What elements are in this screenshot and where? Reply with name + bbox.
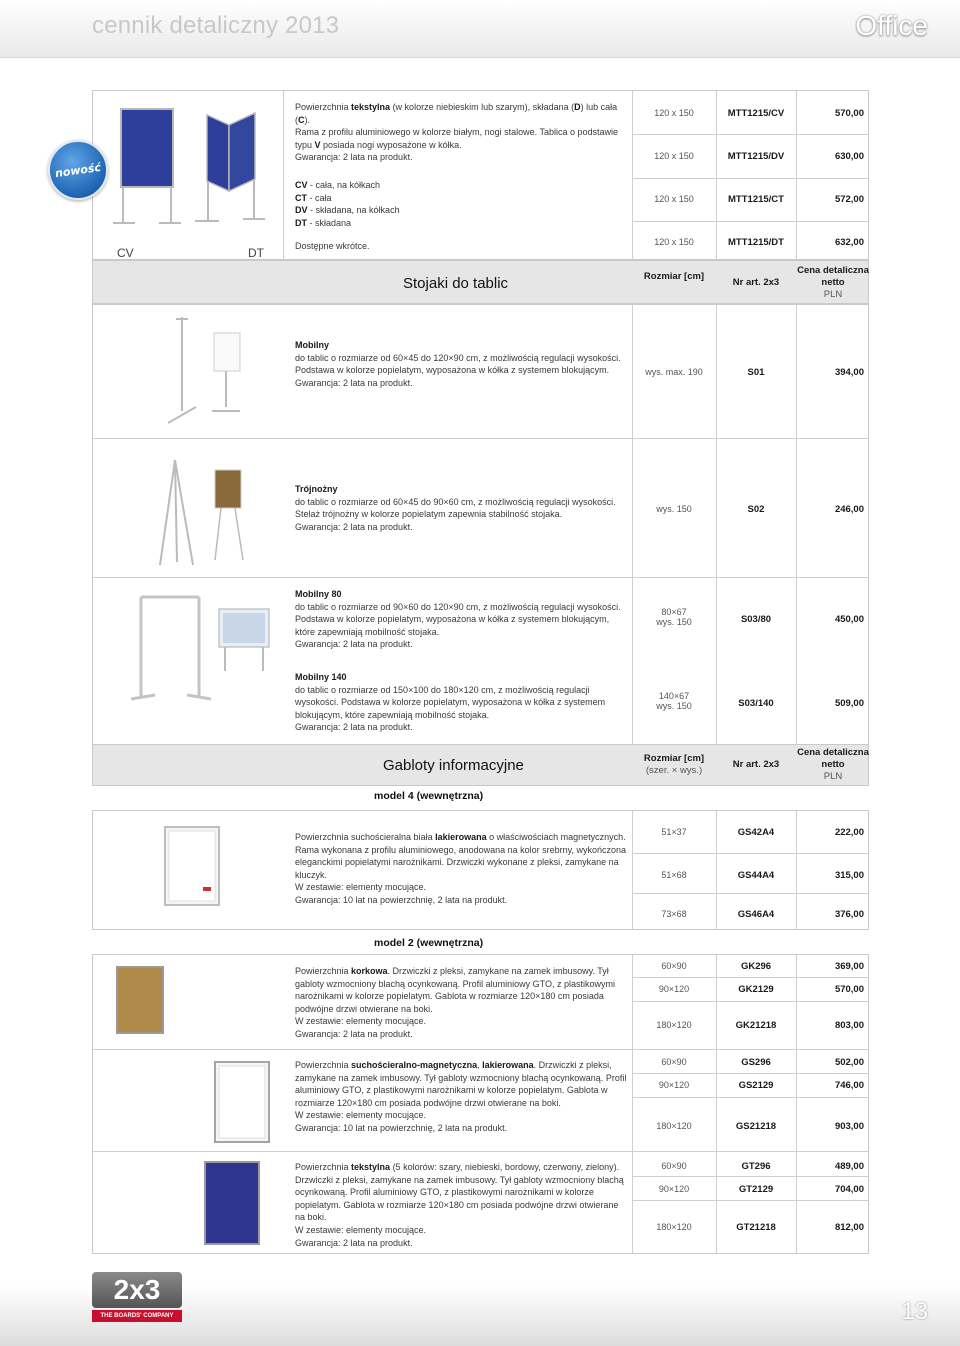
- page-header: [0, 0, 960, 58]
- size-cell: 180×120: [656, 1222, 692, 1232]
- price-cell: 509,00: [834, 698, 864, 709]
- price-cell: 803,00: [834, 1020, 864, 1031]
- stand-tripod-description: Trójnożny do tablic o rozmiarze od 60×45 do 90×60 cm, z możliwością regulacji wysokości. Stelaż trójnożny w kolorze popielatym zapewnia stabilność stojaka. Gwarancja: 2 lata na produkt.: [295, 484, 616, 532]
- column-price: Cena detaliczna netto PLN: [797, 265, 869, 300]
- price-cell: 746,00: [834, 1080, 864, 1091]
- cabinet-textile-description: Powierzchnia tekstylna (5 kolorów: szary, niebieski, bordowy, czerwony, zielony). Drzwiczki z pleksi, zamykane na zamek imbusowy. Tył gabloty wzmocniony blachą ocynkowaną. Profil aluminiowy GTO, z plastikowymi narożnikami w kolorze popielatym. Gablota w rozmiarze 120×180 cm posiada podwójne drzwi otwierane na boki. W zestawie: elementy mocujące. Gwarancja: 2 lata na produkt.: [295, 1162, 624, 1248]
- stand-mobile140-description: Mobilny 140 do tablic o rozmiarze od 150×100 do 180×120 cm, z możliwością regulacji wysokości. Podstawa w kolorze popielatym, wyposażona w kółka z systemem blokującym, które zapewniają mobilność stojaka. Gwarancja: 2 lata na produkt.: [295, 672, 606, 733]
- cabinet-textile-image: [203, 1160, 263, 1246]
- code-cell: S02: [747, 504, 765, 515]
- code-cell: GS44A4: [737, 870, 775, 881]
- price-cell: 903,00: [834, 1121, 864, 1132]
- price-cell: 489,00: [834, 1161, 864, 1172]
- cabinet-magnetic-description: Powierzchnia suchościeralno-magnetyczna, lakierowana. Drzwiczki z pleksi, zamykane na zamek imbusowy. Tył gabloty wzmocniony blachą ocynkowaną. Profil aluminiowy GTO, z plastikowymi narożnikami w kolorze popielatym. Gablota w rozmiarze 120×180 cm posiada podwójne drzwi otwierane na boki. W zestawie: elementy mocujące. Gwarancja: 10 lat na powierzchnię, 2 lata na produkt.: [295, 1060, 627, 1133]
- price-cell: 222,00: [834, 827, 864, 838]
- code-cell: GS46A4: [737, 909, 775, 920]
- brand-logo: 2x3 THE BOARDS' COMPANY: [92, 1272, 182, 1322]
- code-cell: GS21218: [735, 1121, 777, 1132]
- cabinet-whiteboard-image: [213, 1060, 273, 1144]
- band-title: Gabloty informacyjne: [383, 757, 524, 774]
- size-cell: wys. 150: [656, 504, 692, 514]
- size-cell: 60×90: [661, 961, 687, 971]
- cabinet-cork-image: [115, 965, 165, 1035]
- size-cell: 73×68: [661, 909, 687, 919]
- size-cell: 90×120: [658, 1080, 690, 1090]
- column-price: Cena detaliczna netto PLN: [797, 747, 869, 782]
- price-cell: 812,00: [834, 1222, 864, 1233]
- model4-title: model 4 (wewnętrzna): [374, 790, 484, 802]
- new-badge: nowość: [48, 140, 108, 200]
- boards-variants: CV - cała, na kółkach CT - cała DV - składana, na kółkach DT - składana: [295, 180, 400, 228]
- availability-note: Dostępne wkrótce.: [295, 241, 370, 251]
- size-cell: 90×120: [658, 984, 690, 994]
- size-cell: 60×90: [661, 1161, 687, 1171]
- price-cell: 570,00: [834, 984, 864, 995]
- code-cell: GS296: [741, 1057, 771, 1068]
- price-cell: 394,00: [834, 367, 864, 378]
- price-cell: 704,00: [834, 1184, 864, 1195]
- stand-mobile-description: Mobilny do tablic o rozmiarze od 60×45 do 120×90 cm, z możliwością regulacji wysokości. Podstawa w kolorze popielatym, wyposażona w kółka z systemem blokującym. Gwarancja: 2 lata na produkt.: [295, 340, 621, 388]
- size-cell: 120 x 150: [654, 151, 694, 161]
- code-cell: GT2129: [738, 1184, 774, 1195]
- code-cell: GS42A4: [737, 827, 775, 838]
- header-band-cabinets: [92, 744, 869, 786]
- price-cell: 450,00: [834, 614, 864, 625]
- size-cell: 180×120: [656, 1020, 692, 1030]
- price-cell: 502,00: [834, 1057, 864, 1068]
- price-cell: 376,00: [834, 909, 864, 920]
- size-cell: 180×120: [656, 1121, 692, 1131]
- board-cv-dt-image: [107, 101, 267, 231]
- price-cell: 572,00: [834, 194, 864, 205]
- price-cell: 315,00: [834, 870, 864, 881]
- code-cell: S03/80: [740, 614, 772, 625]
- stand-mobile80-description: Mobilny 80 do tablic o rozmiarze od 90×60 do 120×90 cm, z możliwością regulacji wysokości. Podstawa w kolorze popielatym, wyposażona w kółka z systemem blokującym, które zapewniają mobilność stojaka. Gwarancja: 2 lata na produkt.: [295, 589, 621, 650]
- size-cell: 120 x 150: [654, 237, 694, 247]
- column-number: Nr art. 2x3: [732, 759, 780, 770]
- code-cell: MTT1215/CV: [727, 108, 785, 119]
- price-cell: 630,00: [834, 151, 864, 162]
- label-dt: DT: [248, 246, 264, 260]
- size-cell: 80×67 wys. 150: [656, 607, 692, 627]
- size-cell: 60×90: [661, 1057, 687, 1067]
- column-size: Rozmiar [cm] (szer. × wys.): [643, 753, 705, 776]
- label-cv: CV: [117, 246, 134, 260]
- size-cell: 90×120: [658, 1184, 690, 1194]
- model2-title: model 2 (wewnętrzna): [374, 937, 484, 949]
- column-number: Nr art. 2x3: [732, 277, 780, 288]
- code-cell: S03/140: [738, 698, 774, 709]
- size-cell: 120 x 150: [654, 108, 694, 118]
- price-cell: 369,00: [834, 961, 864, 972]
- cabinet-model4-image: [163, 825, 223, 909]
- page-number: 13: [901, 1298, 928, 1325]
- size-cell: 140×67 wys. 150: [656, 691, 692, 711]
- price-cell: 570,00: [834, 108, 864, 119]
- size-cell: wys. max. 190: [645, 367, 703, 377]
- code-cell: MTT1215/DT: [728, 237, 784, 248]
- code-cell: GS2129: [738, 1080, 774, 1091]
- code-cell: GK2129: [738, 984, 774, 995]
- column-size: Rozmiar [cm]: [643, 271, 705, 282]
- price-cell: 246,00: [834, 504, 864, 515]
- category-title: Office: [855, 10, 928, 41]
- catalog-title: cennik detaliczny 2013: [92, 12, 340, 39]
- code-cell: GT296: [741, 1161, 771, 1172]
- code-cell: GK21218: [735, 1020, 777, 1031]
- model4-description: Powierzchnia suchościeralna biała lakierowana o właściwościach magnetycznych. Rama wykonana z profilu aluminiowego, anodowana na kolor srebrny, wykończona eleganckimi popielatymi narożnikami. Drzwiczki wykonane z pleksi, zamykane na kluczyk. W zestawie: elementy mocujące. Gwarancja: 10 lat na powierzchnię, 2 lata na produkt.: [295, 832, 627, 905]
- stand-tripod-image: [155, 450, 255, 570]
- cabinet-cork-description: Powierzchnia korkowa. Drzwiczki z pleksi, zamykane na zamek imbusowy. Tył gabloty wzmocniony blachą ocynkowaną. Profil aluminiowy GTO, z plastikowymi narożnikami w kolorze popielatym. Gablota w rozmiarze 120×180 cm posiada podwójne drzwi otwierane na boki. W zestawie: elementy mocujące. Gwarancja: 2 lata na produkt.: [295, 966, 615, 1039]
- section-model4: [92, 810, 869, 930]
- code-cell: MTT1215/DV: [727, 151, 785, 162]
- section-model2: [92, 954, 869, 1254]
- size-cell: 51×37: [661, 827, 687, 837]
- code-cell: MTT1215/CT: [728, 194, 784, 205]
- band-title: Stojaki do tablic: [403, 275, 509, 292]
- boards-description: Powierzchnia tekstylna (w kolorze niebieskim lub szarym), składana (D) lub cała (C). Rama z profilu aluminiowego w kolorze białym, nogi stalowe. Tablica o podstawie typu V posiada nogi wyposażone w kółka. Gwarancja: 2 lata na produkt.: [295, 102, 618, 163]
- stand-mobile-image: [168, 311, 248, 431]
- header-band-stands: [92, 260, 869, 304]
- section-stands: [92, 304, 869, 758]
- size-cell: 51×68: [661, 870, 687, 880]
- code-cell: GK296: [740, 961, 772, 972]
- stand-mobile80-image: [131, 587, 281, 722]
- size-cell: 120 x 150: [654, 194, 694, 204]
- section-boards: [92, 90, 869, 260]
- code-cell: GT21218: [736, 1222, 776, 1233]
- price-cell: 632,00: [834, 237, 864, 248]
- code-cell: S01: [747, 367, 765, 378]
